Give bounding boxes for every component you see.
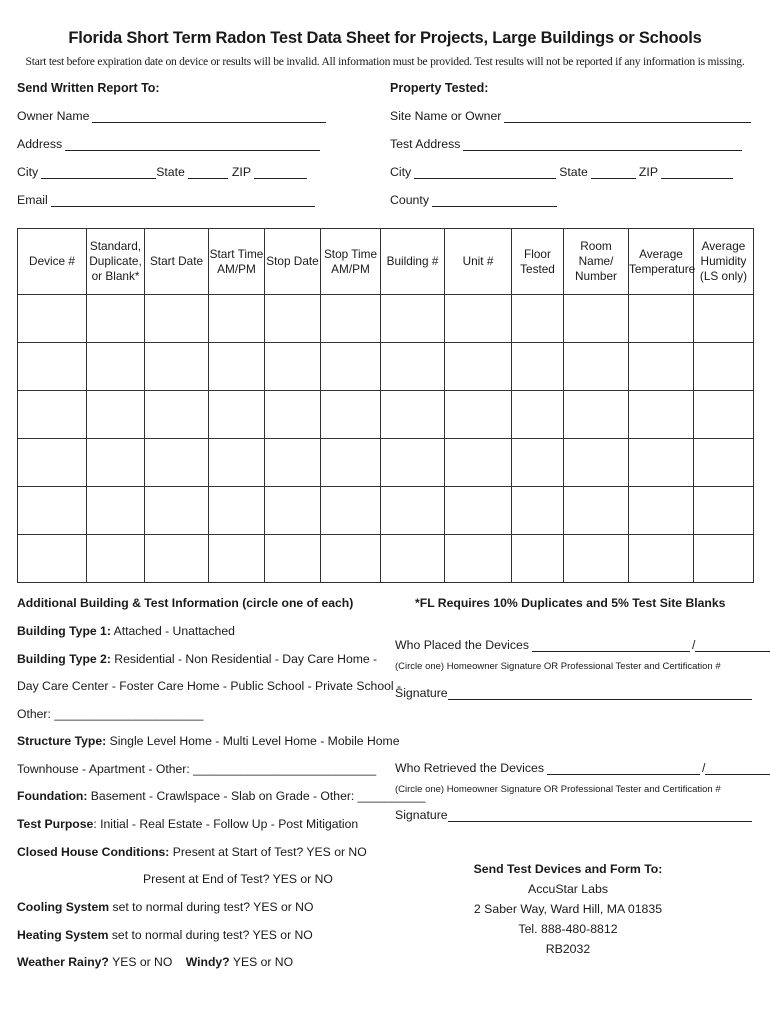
- table-cell[interactable]: [381, 343, 445, 391]
- city-state-zip-field[interactable]: [17, 165, 307, 179]
- table-cell[interactable]: [145, 295, 209, 343]
- send-to-phone: Tel. 888-480-8812: [518, 922, 618, 936]
- address-label: Address: [17, 137, 63, 151]
- additional-info-header: Additional Building & Test Information (circle one of each): [17, 596, 354, 610]
- column-header: Unit #: [445, 229, 512, 295]
- table-cell[interactable]: [321, 487, 381, 535]
- structure-type-line[interactable]: [17, 734, 399, 748]
- table-row: [18, 295, 754, 343]
- table-cell[interactable]: [209, 487, 265, 535]
- table-cell[interactable]: [18, 295, 87, 343]
- heating-system-line[interactable]: [17, 928, 313, 942]
- foundation-line[interactable]: [17, 789, 425, 803]
- table-cell[interactable]: [321, 535, 381, 583]
- retrieved-signature-field[interactable]: [395, 808, 752, 822]
- table-cell[interactable]: [265, 391, 321, 439]
- table-row: [18, 391, 754, 439]
- table-cell[interactable]: [629, 487, 694, 535]
- table-cell[interactable]: [445, 343, 512, 391]
- city-label: City: [17, 165, 39, 179]
- table-cell[interactable]: [18, 343, 87, 391]
- table-cell[interactable]: [629, 439, 694, 487]
- column-header: Floor Tested: [512, 229, 564, 295]
- test-address-label: Test Address: [390, 137, 461, 151]
- table-cell[interactable]: [512, 343, 564, 391]
- column-header: Average Humidity (LS only): [694, 229, 754, 295]
- county-field[interactable]: [390, 193, 557, 207]
- instructions-subtitle: Start test before expiration date on device or results will be invalid. All information must be provided. Test results will not be reported if any information is missing.: [25, 55, 745, 68]
- table-cell[interactable]: [87, 295, 145, 343]
- table-cell[interactable]: [209, 535, 265, 583]
- table-cell[interactable]: [321, 391, 381, 439]
- foundation-label: Foundation:: [17, 789, 88, 803]
- email-field[interactable]: [17, 193, 315, 207]
- weather-windy-text[interactable]: YES or NO: [232, 955, 294, 969]
- owner-name-label: Owner Name: [17, 109, 90, 123]
- closed-house-line[interactable]: [17, 845, 367, 859]
- table-cell[interactable]: [18, 487, 87, 535]
- table-cell[interactable]: [381, 391, 445, 439]
- weather-rainy-label: Weather Rainy?: [17, 955, 109, 969]
- heating-system-text[interactable]: set to normal during test? YES or NO: [111, 928, 313, 942]
- placed-by-note: (Circle one) Homeowner Signature OR Professional Tester and Certification #: [395, 661, 721, 672]
- table-cell[interactable]: [145, 487, 209, 535]
- table-cell[interactable]: [512, 487, 564, 535]
- table-cell[interactable]: [145, 535, 209, 583]
- cooling-system-line[interactable]: [17, 900, 313, 914]
- table-cell[interactable]: [145, 391, 209, 439]
- zip-label: ZIP: [231, 165, 252, 179]
- email-label: Email: [17, 193, 48, 207]
- test-purpose-options[interactable]: : Initial - Real Estate - Follow Up - Post Mitigation: [93, 817, 359, 831]
- county-label: County: [390, 193, 429, 207]
- table-cell[interactable]: [87, 535, 145, 583]
- table-cell[interactable]: [512, 391, 564, 439]
- property-zip-label: ZIP: [638, 165, 659, 179]
- retrieved-by-note: (Circle one) Homeowner Signature OR Professional Tester and Certification #: [395, 784, 721, 795]
- column-header: Device #: [18, 229, 87, 295]
- table-row: [18, 535, 754, 583]
- table-cell[interactable]: [445, 439, 512, 487]
- table-cell[interactable]: [145, 343, 209, 391]
- property-state-label: State: [559, 165, 588, 179]
- retrieved-by-label: Who Retrieved the Devices: [395, 761, 544, 775]
- table-cell[interactable]: [87, 439, 145, 487]
- property-city-state-zip-field[interactable]: [390, 165, 733, 179]
- table-cell[interactable]: [445, 487, 512, 535]
- cooling-system-label: Cooling System: [17, 900, 110, 914]
- table-cell[interactable]: [265, 439, 321, 487]
- form-code: RB2032: [545, 942, 591, 956]
- send-to-company: AccuStar Labs: [528, 882, 608, 896]
- table-row: [18, 439, 754, 487]
- table-row: [18, 343, 754, 391]
- send-to-block: [468, 859, 668, 959]
- table-cell[interactable]: [265, 535, 321, 583]
- table-cell[interactable]: [564, 391, 629, 439]
- table-row: [18, 487, 754, 535]
- structure-type-options-cont[interactable]: Townhouse - Apartment - Other: ___________________________: [17, 762, 377, 776]
- building-type-2-label: Building Type 2:: [17, 652, 111, 666]
- column-header: Stop Date: [265, 229, 321, 295]
- placed-by-label: Who Placed the Devices: [395, 638, 529, 652]
- table-cell[interactable]: [87, 343, 145, 391]
- send-to-header: Send Test Devices and Form To:: [473, 862, 663, 876]
- property-tested-header: Property Tested:: [390, 81, 489, 95]
- column-header: Start Date: [145, 229, 209, 295]
- table-cell[interactable]: [694, 439, 754, 487]
- table-cell[interactable]: [381, 535, 445, 583]
- table-cell[interactable]: [321, 295, 381, 343]
- test-purpose-label: Test Purpose: [17, 817, 94, 831]
- weather-rainy-text[interactable]: YES or NO: [112, 955, 173, 969]
- table-cell[interactable]: [445, 535, 512, 583]
- column-header: Standard, Duplicate, or Blank*: [87, 229, 145, 295]
- table-cell[interactable]: [512, 295, 564, 343]
- test-purpose-line[interactable]: [17, 817, 358, 831]
- table-cell[interactable]: [381, 295, 445, 343]
- table-cell[interactable]: [694, 535, 754, 583]
- site-name-field[interactable]: [390, 109, 751, 123]
- placed-by-field[interactable]: Who Placed the Devices /: [395, 638, 770, 652]
- table-cell[interactable]: [321, 439, 381, 487]
- table-cell[interactable]: [209, 439, 265, 487]
- placed-signature-field[interactable]: [395, 686, 752, 700]
- property-city-label: City: [390, 165, 412, 179]
- owner-name-field[interactable]: [17, 109, 326, 123]
- table-cell[interactable]: [445, 295, 512, 343]
- building-type-1-options[interactable]: Attached - Unattached: [113, 624, 235, 638]
- building-type-2-options[interactable]: Residential - Non Residential - Day Care Home -: [114, 652, 378, 666]
- table-cell[interactable]: [694, 487, 754, 535]
- retrieved-signature-label: Signature: [395, 808, 448, 822]
- table-cell[interactable]: [209, 343, 265, 391]
- placed-signature-label: Signature: [395, 686, 448, 700]
- table-cell[interactable]: [694, 343, 754, 391]
- site-name-label: Site Name or Owner: [390, 109, 502, 123]
- state-label: State: [156, 165, 185, 179]
- table-cell[interactable]: [265, 343, 321, 391]
- column-header: Room Name/ Number: [564, 229, 629, 295]
- retrieved-by-field[interactable]: Who Retrieved the Devices /: [395, 761, 770, 775]
- table-cell[interactable]: [564, 295, 629, 343]
- device-data-table: [17, 228, 754, 583]
- table-cell[interactable]: [87, 391, 145, 439]
- cooling-system-text[interactable]: set to normal during test? YES or NO: [112, 900, 314, 914]
- table-cell[interactable]: [694, 295, 754, 343]
- table-cell[interactable]: [512, 535, 564, 583]
- column-header: Stop Time AM/PM: [321, 229, 381, 295]
- table-cell[interactable]: [18, 535, 87, 583]
- table-cell[interactable]: [87, 487, 145, 535]
- building-type-2-options-cont[interactable]: Day Care Center - Foster Care Home - Public School - Private School -: [17, 679, 402, 693]
- table-cell[interactable]: [381, 487, 445, 535]
- foundation-options[interactable]: Basement - Crawlspace - Slab on Grade - Other: __________: [90, 789, 426, 803]
- column-header: Building #: [381, 229, 445, 295]
- column-header: Start Time AM/PM: [209, 229, 265, 295]
- weather-line[interactable]: [17, 955, 293, 969]
- table-cell[interactable]: [18, 439, 87, 487]
- table-cell[interactable]: [694, 391, 754, 439]
- structure-type-label: Structure Type:: [17, 734, 107, 748]
- table-cell[interactable]: [265, 295, 321, 343]
- table-cell[interactable]: [564, 343, 629, 391]
- table-cell[interactable]: [18, 391, 87, 439]
- building-type-1-line[interactable]: [17, 624, 235, 638]
- table-cell[interactable]: [381, 439, 445, 487]
- page-title: Florida Short Term Radon Test Data Sheet for Projects, Large Buildings or Schools: [68, 29, 702, 47]
- table-cell[interactable]: [564, 487, 629, 535]
- table-cell[interactable]: [209, 295, 265, 343]
- table-cell[interactable]: [265, 487, 321, 535]
- send-to-address: 2 Saber Way, Ward Hill, MA 01835: [473, 902, 663, 916]
- table-cell[interactable]: [629, 391, 694, 439]
- table-cell[interactable]: [629, 295, 694, 343]
- closed-house-end[interactable]: Present at End of Test? YES or NO: [143, 872, 333, 886]
- building-type-1-label: Building Type 1:: [17, 624, 111, 638]
- table-cell[interactable]: [512, 439, 564, 487]
- building-other-field[interactable]: Other: ______________________: [17, 707, 204, 721]
- test-address-field[interactable]: [390, 137, 742, 151]
- building-type-2-line[interactable]: [17, 652, 377, 666]
- structure-type-options[interactable]: Single Level Home - Multi Level Home - Mobile Home: [109, 734, 400, 748]
- column-header: Average Temperature: [629, 229, 694, 295]
- table-cell[interactable]: [209, 391, 265, 439]
- table-cell[interactable]: [145, 439, 209, 487]
- table-header-row: [18, 229, 754, 295]
- table-cell[interactable]: [321, 343, 381, 391]
- address-field[interactable]: [17, 137, 320, 151]
- closed-house-start[interactable]: Present at Start of Test? YES or NO: [172, 845, 367, 859]
- table-cell[interactable]: [564, 439, 629, 487]
- table-cell[interactable]: [629, 343, 694, 391]
- report-to-header: Send Written Report To:: [17, 81, 160, 95]
- table-cell[interactable]: [629, 535, 694, 583]
- weather-windy-label: Windy?: [185, 955, 230, 969]
- closed-house-label: Closed House Conditions:: [17, 845, 170, 859]
- requirements-note: *FL Requires 10% Duplicates and 5% Test Site Blanks: [415, 596, 726, 610]
- heating-system-label: Heating System: [17, 928, 109, 942]
- table-cell[interactable]: [564, 535, 629, 583]
- table-cell[interactable]: [445, 391, 512, 439]
